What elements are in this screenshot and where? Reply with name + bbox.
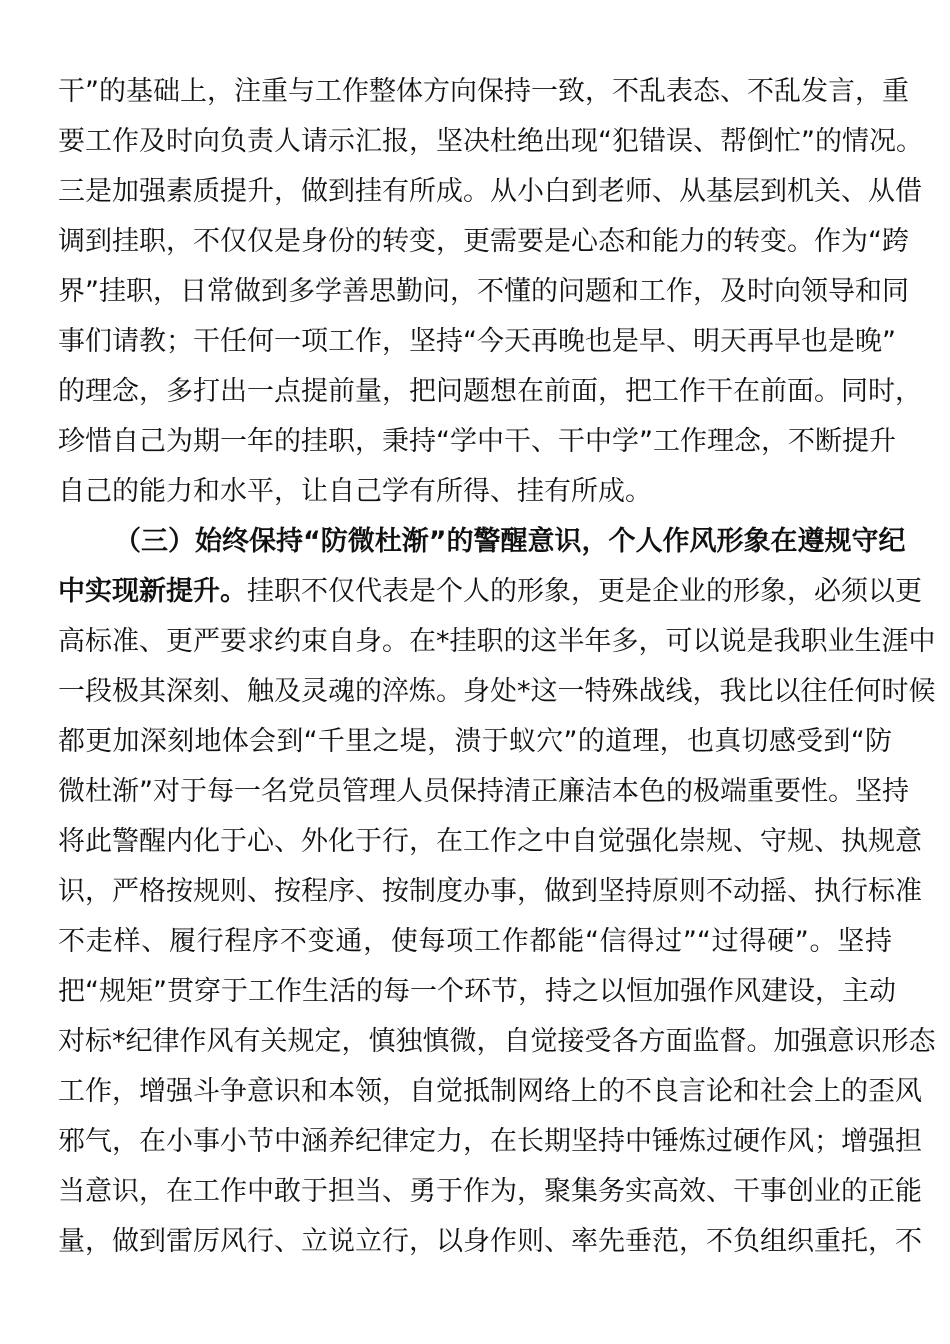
text-line (58, 567, 922, 617)
text-line: 工作，增强斗争意识和本领，自觉抵制网络上的不良言论和社会上的歪风 (58, 1076, 922, 1107)
text-segment: 挂职不仅代表是个人的形象，更是企业的形象，必须以更 (247, 576, 922, 607)
text-line: 高标准、更严要求约束自身。在*挂职的这半年多，可以说是我职业生涯中 (58, 626, 936, 657)
text-line: 微杜渐”对于每一名党员管理人员保持清正廉洁本色的极端重要性。坚持 (58, 776, 909, 807)
text-line: 干”的基础上，注重与工作整体方向保持一致，不乱表态、不乱发言，重 (58, 76, 909, 107)
text-line: 一段极其深刻、触及灵魂的淬炼。身处*这一特殊战线，我比以往任何时候 (58, 676, 936, 707)
text-line: 珍惜自己为期一年的挂职，秉持“学中干、干中学”工作理念，不断提升 (58, 426, 896, 457)
section-heading: （三）始终保持“防微杜渐”的警醒意识，个人作风形象在遵规守纪 (114, 526, 906, 557)
text-line: 对标*纪律作风有关规定，慎独慎微，自觉接受各方面监督。加强意识形态 (58, 1026, 936, 1057)
text-line: 量，做到雷厉风行、立说立行，以身作则、率先垂范，不负组织重托，不 (58, 1226, 922, 1257)
text-line: 三是加强素质提升，做到挂有所成。从小白到老师、从基层到机关、从借 (58, 176, 922, 207)
text-line: 当意识，在工作中敢于担当、勇于作为，聚集务实高效、干事创业的正能 (58, 1176, 922, 1207)
text-line: 要工作及时向负责人请示汇报，坚决杜绝出现“犯错误、帮倒忙”的情况。 (58, 126, 923, 157)
text-line: 不走样、履行程序不变通，使每项工作都能“信得过”“过得硬”。坚持 (58, 926, 892, 957)
text-line: 将此警醒内化于心、外化于行，在工作之中自觉强化崇规、守规、执规意 (58, 826, 922, 857)
text-line: 邪气，在小事小节中涵养纪律定力，在长期坚持中锤炼过硬作风；增强担 (58, 1126, 922, 1157)
text-line: 把“规矩”贯穿于工作生活的每一个环节，持之以恒加强作风建设，主动 (58, 976, 896, 1007)
paragraph-continuation (58, 67, 923, 517)
text-line: 的理念，多打出一点提前量，把问题想在前面，把工作干在前面。同时， (58, 376, 922, 407)
text-line: 调到挂职，不仅仅是身份的转变，更需要是心态和能力的转变。作为“跨 (58, 226, 909, 257)
section-heading-end: 中实现新提升。 (58, 576, 247, 607)
text-line: 都更加深刻地体会到“千里之堤，溃于蚁穴”的道理，也真切感受到“防 (58, 726, 892, 757)
paragraph-section-3 (58, 517, 936, 1267)
document-page (58, 67, 936, 1267)
text-line: 界”挂职，日常做到多学善思勤问，不懂的问题和工作，及时向领导和同 (58, 276, 909, 307)
text-line: 自己的能力和水平，让自己学有所得、挂有所成。 (58, 476, 652, 507)
text-line: 识，严格按规则、按程序、按制度办事，做到坚持原则不动摇、执行标准 (58, 876, 922, 907)
text-line: 事们请教；干任何一项工作，坚持“今天再晚也是早、明天再早也是晚” (58, 326, 896, 357)
